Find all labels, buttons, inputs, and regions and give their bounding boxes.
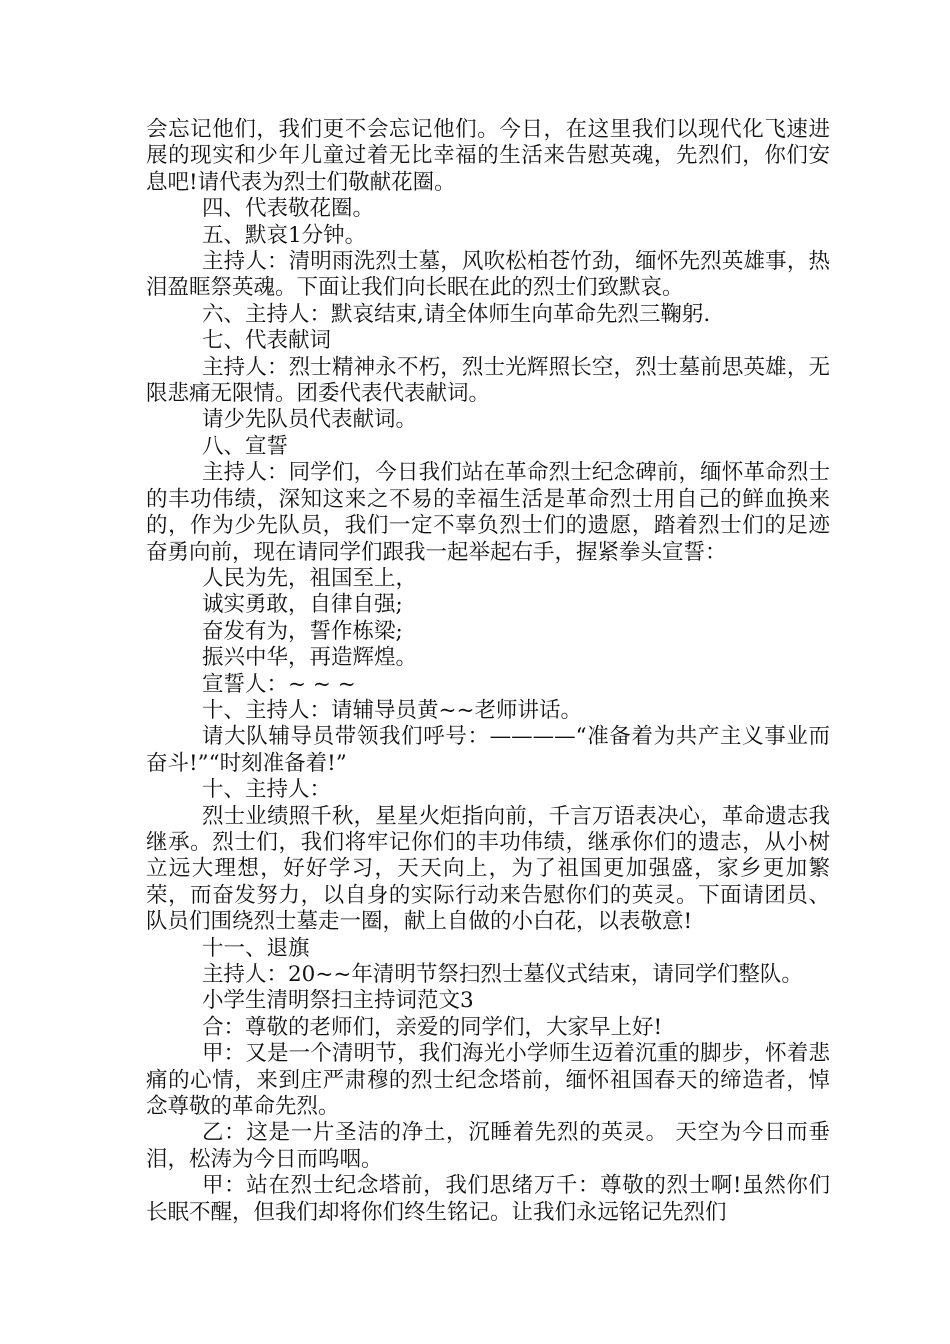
paragraph: 请大队辅导员带领我们呼号：————“准备着为共产主义事业而奋斗!”“时刻准备着!” — [146, 724, 830, 776]
oath-line: 人民为先，祖国至上， — [202, 565, 418, 591]
oath-line: 诚实勇敢，自律自强; — [202, 592, 403, 618]
paragraph: 甲：又是一个清明节，我们海光小学师生迈着沉重的脚步，怀着悲痛的心情，来到庄严肃穆的烈士纪念塔前，缅怀祖国春天的缔造者，悼念尊敬的革命先烈。 — [146, 1041, 830, 1120]
paragraph: 八、宣誓 — [202, 433, 289, 459]
paragraph: 十一、退旗 — [202, 935, 310, 961]
paragraph: 四、代表敬花圈。 — [202, 196, 375, 222]
paragraph: 主持人：20~~年清明节祭扫烈士墓仪式结束，请同学们整队。 — [202, 962, 803, 987]
paragraph: 主持人：同学们，今日我们站在革命烈士纪念碑前，缅怀革命烈士的丰功伟绩，深知这来之不易的幸福生活是革命烈士用自己的鲜血换来的，作为少先队员，我们一定不辜负烈士们的遗愿，踏着烈士们的足迹奋勇向前，现在请同学们跟我一起举起右手，握紧拳头宣誓： — [146, 460, 830, 565]
paragraph: 甲：站在烈士纪念塔前，我们思绪万千：尊敬的烈士啊!虽然你们长眠不醒，但我们却将你们终生铭记。让我们永远铭记先烈们 — [146, 1173, 830, 1225]
paragraph: 宣誓人：~ ~ ~ — [202, 671, 356, 697]
paragraph: 五、默哀1分钟。 — [202, 222, 367, 248]
paragraph: 七、代表献词 — [202, 328, 332, 354]
paragraph: 烈士业绩照千秋，星星火炬指向前，千言万语表决心，革命遗志我继承。烈士们，我们将牢记你们的丰功伟绩，继承你们的遗志，从小树立远大理想，好好学习，天天向上，为了祖国更加强盛，家乡更加繁荣，而奋发努力，以自身的实际行动来告慰你们的英灵。下面请团员、队员们围绕烈士墓走一圈，献上自做的小白花，以表敬意! — [146, 803, 830, 935]
paragraph: 主持人：清明雨洗烈士墓，风吹松柏苍竹劲，缅怀先烈英雄事，热泪盈眶祭英魂。下面让我们向长眠在此的烈士们致默哀。 — [146, 249, 830, 301]
paragraph: 合：尊敬的老师们，亲爱的同学们，大家早上好! — [202, 1014, 663, 1040]
paragraph: 六、主持人：默哀结束,请全体师生向革命先烈三鞠躬. — [202, 301, 711, 327]
paragraph: 十、主持人： — [202, 777, 332, 803]
paragraph: 请少先队员代表献词。 — [202, 407, 418, 433]
paragraph: 十、主持人：请辅导员黄~~老师讲话。 — [202, 697, 583, 723]
paragraph: 会忘记他们，我们更不会忘记他们。今日，在这里我们以现代化飞速进展的现实和少年儿童过着无比幸福的生活来告慰英魂，先烈们，你们安息吧!请代表为烈士们敬献花圈。 — [146, 117, 830, 195]
section-heading: 小学生清明祭扫主持词范文3 — [202, 988, 474, 1014]
oath-line: 奋发有为，誓作栋梁; — [202, 618, 403, 644]
paragraph: 主持人：烈士精神永不朽，烈士光辉照长空，烈士墓前思英雄，无限悲痛无限情。团委代表代表献词。 — [146, 354, 830, 407]
paragraph: 乙：这是一片圣洁的净土，沉睡着先烈的英灵。 天空为今日而垂泪，松涛为今日而呜咽。 — [146, 1120, 830, 1172]
document-body — [146, 117, 830, 1226]
oath-line: 振兴中华，再造辉煌。 — [202, 645, 418, 671]
